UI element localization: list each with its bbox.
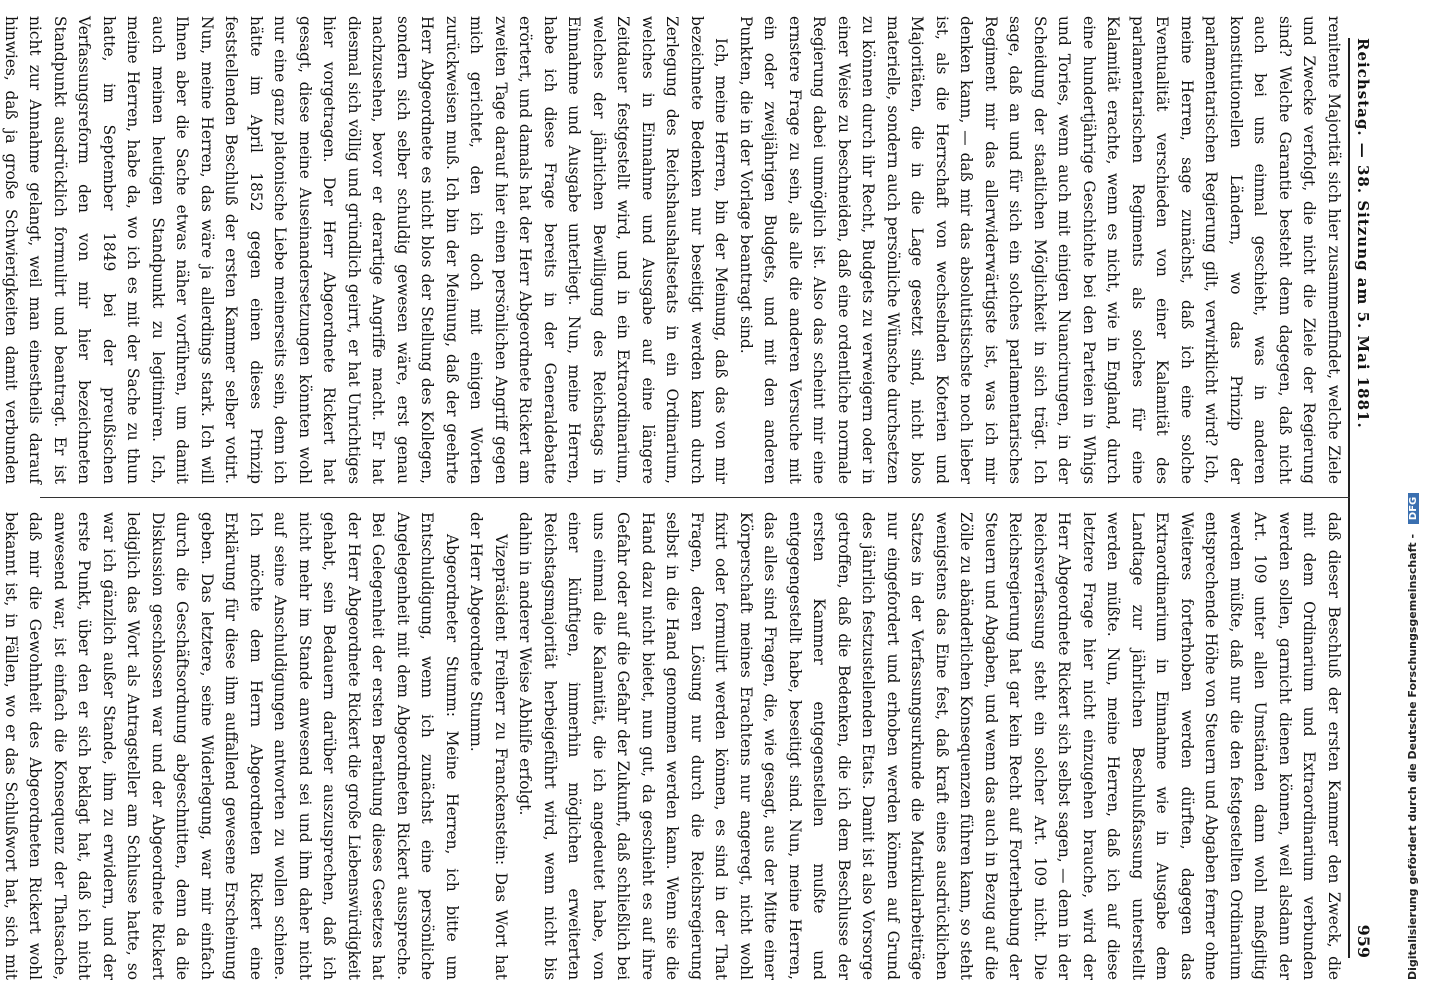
speaker-paragraph: Abgeordneter Stumm: Meine Herren, ich bitte um Entschuldigung, wenn ich zunächst eine persönliche Angelegenheit mit dem Abgeordneten Rickert ausspreche. Bei Gelegenheit der ersten Berathung dieses Gesetzes hat der Herr Abgeordnete Rickert die große Liebenswürdigkeit gehabt, sein Bedauern darüber auszusprechen, daß ich nicht mehr im Stande anwesend sei und ihm daher nicht auf seine Anschuldigungen antworten zu wollen schiene. Ich möchte dem Herrn Abgeordneten Rickert eine Erklärung für diese ihm auffallend gewesene Erscheinung geben. Das letztere, seine Widerlegung, war mir einfach durch die Geschäftsordnung abgeschnitten, denn da die Diskussion geschlossen war und der Abgeordnete Rickert lediglich das Wort als Antragsteller am Schlusse hatte, so war ich gänzlich außer Stande, ihm zu erwidern, und der erste Punkt, über den er sich beklagt hat, daß ich nicht anwesend war, ist einfach die Konsequenz der Thatsache, daß mir die Gewohnheit des Abgeordneten Rickert wohl bekannt ist, in Fällen, wo er das Schlußwort hat, sich mit [2, 512, 461, 980]
paragraph: daß dieser Beschluß der ersten Kammer den Zweck, die mit dem Ordinarium und Extraordinarium verbunden werden sollen, garnicht dienen können, weil alsdann der Art. 109 unter allen Umständen dann wohl maßgiltig werden müßte, daß nur die den festgestellten Ordinarium entsprechende Höhe von Steuern und Abgaben ferner ohne Weiteres forterhoben werden dürften, dagegen das Extraordinarium in Einnahme wie in Ausgabe dem Landtage zur jährlichen Beschlußfassung unterstellt werden müßte. Nun, meine Herren, daß ich auf diese letztere Frage hier nicht einzugehen brauche, wird der Herr Abgeordnete Rickert sich selbst sagen, — denn in der Reichsverfassung steht ein solcher Art. 109 nicht. Die Reichsregierung hat gar kein Recht auf Forterhebung der Steuern und Abgaben, und wenn das auch in Bezug auf die Zölle zu abänderlichen Konsequenzen führen kann, so steht wenigstens das Eine fest, daß kraft eines ausdrücklichen Satzes in der Verfassungsurkunde die Matrikularbeiträge nur eingefordert und erhoben werden können auf Grund des jährlich festzustellenden Etats. Damit ist also Vorsorge getroffen, daß die Bedenken, die ich dem Beschlusse der ersten Kammer entgegenstellen mußte und entgegengestellt habe, beseitigt sind. Nun, meine Herren, das alles sind Fragen, die, wie gesagt, aus der Mitte einer Körperschaft meines Erachtens nur angeregt, nicht wohl fixirt oder formulirt werden können, es sind in der That Fragen, deren Lösung nur durch die Reichsregierung selbst in die Hand genommen werden kann. Wenn sie die Hand dazu nicht bietet, nun gut, da geschieht es auf ihre Gefahr oder auf die Gefahr der Zukunft, daß schließlich bei uns einmal die Kalamität, die ich angedeutet habe, von einer künftigen, immerhin möglichen erweiterten Reichstagsmajorität herbeigeführt wird, wenn nicht bis dahin in anderer Weise Abhilfe erfolgt. [516, 512, 1343, 980]
page-title: Reichstag. — 38. Sitzung am 5. Mai 1881. [1354, 38, 1372, 429]
dfg-logo: DFG [1408, 493, 1419, 524]
credit-text: Digitalisierung gefördert durch die Deutsche Forschungsgemeinschaft - [1406, 533, 1419, 980]
page-number: 959 [1354, 924, 1373, 958]
rotated-page-content [2, 0, 1412, 1000]
paragraph: renitente Majorität sich hier zusammenfindet, welche Ziele und Zwecke verfolgt, die nicht die Ziele der Regierung sind? Welche Garantie besteht denn dagegen, daß nicht auch bei uns einmal geschieht, was in anderen konstitutionellen Ländern, wo das Prinzip der parlamentarischen Regierung gilt, verwirklicht wird? Ich, meine Herren, sage zunächst, daß ich eine solche Eventualität verschieden von einer Kalamität des parlamentarischen Regiments als solches für eine Kalamität erachte, wenn es nicht, wie in England, durch eine hundertjährige Geschichte bei den Parteien in Whigs und Tories, wenn auch mit einigen Nuancirungen, in der Scheidung der staatlichen Möglichkeit in sich trägt. Ich sage, daß an und für sich ein solches parlamentarisches Regiment mir das allerwiderwärtigste ist, was ich mir denken kann, — daß mir das absolutistischste noch lieber ist, als die Herrschaft von wechselnden Koterien und Majoritäten, die in die Lage gesetzt sind, nicht blos materielle, sondern auch persönliche Wünsche durchsetzen zu können durch ihr Recht, Budgets zu verweigern oder in einer Weise zu beschneiden, daß eine ordentliche normale Regierung dabei unmöglich ist. Also das scheint mir eine ernstere Frage zu sein, als alle die anderen Versuche mit ein oder zweijährigen Budgets, und mit den anderen Punkten, die in der Vorlage beantragt sind. [737, 16, 1343, 484]
digitization-credit [1406, 0, 1430, 992]
speaker-paragraph: Vizepräsident Freiherr zu Franckenstein: Das Wort hat der Herr Abgeordnete Stumm. [467, 512, 510, 980]
page-header [1348, 38, 1390, 958]
paragraph: Ich, meine Herren, bin der Meinung, daß das von mir bezeichnete Bedenken nur beseitigt werden kann durch Zerlegung des Reichshaushaltsetats in ein Ordinarium, welches in Einnahme und Ausgabe auf eine längere Zeitdauer festgestellt wird, und in ein Extraordinarium, welches der jährlichen Bewilligung des Reichstags in Einnahme und Ausgabe unterliegt. Nun, meine Herren, habe ich diese Frage bereits in der Generaldebatte erörtert, und damals hat der Herr Abgeordnete Rickert am zweiten Tage darauf hier einen persönlichen Angriff gegen mich gerichtet, den ich doch mit einigen Worten zurückweisen muß. Ich bin der Meinung, daß der geehrte Herr Abgeordnete es nicht blos der Stellung des Kollegen, sondern sich selber schuldig gewesen wäre, erst genau nachzusehen, bevor er derartige Angriffe macht. Er hat diesmal sich völlig und gründlich geirrt, er hat Unrichtiges hier vorgetragen. Der Herr Abgeordnete Rickert hat gesagt, diese meine Auseinandersetzungen könnten wohl nur eine ganz platonische Liebe meinerseits sein, denn ich hätte im April 1852 gegen einen dieses Prinzip feststellenden Beschluß der ersten Kammer selber votirt. Nun, meine Herren, das wäre ja allerdings stark. Ich will Ihnen aber die Sache etwas näher vorführen, um damit auch meinen heutigen Standpunkt zu legitimiren. Ich, meine Herren, habe da, wo ich es mit der Sache zu thun hatte, im September 1849 bei der preußischen Verfassungsreform den von mir hier bezeichneten Standpunkt ausdrücklich formulirt und beantragt. Er ist nicht zur Annahme gelangt, weil man einestheils darauf hinwies, daß ja große Schwierigkeiten damit verbunden [2, 16, 731, 484]
left-text-column [2, 16, 1346, 484]
right-text-column [2, 512, 1346, 980]
column-divider [40, 497, 1350, 498]
